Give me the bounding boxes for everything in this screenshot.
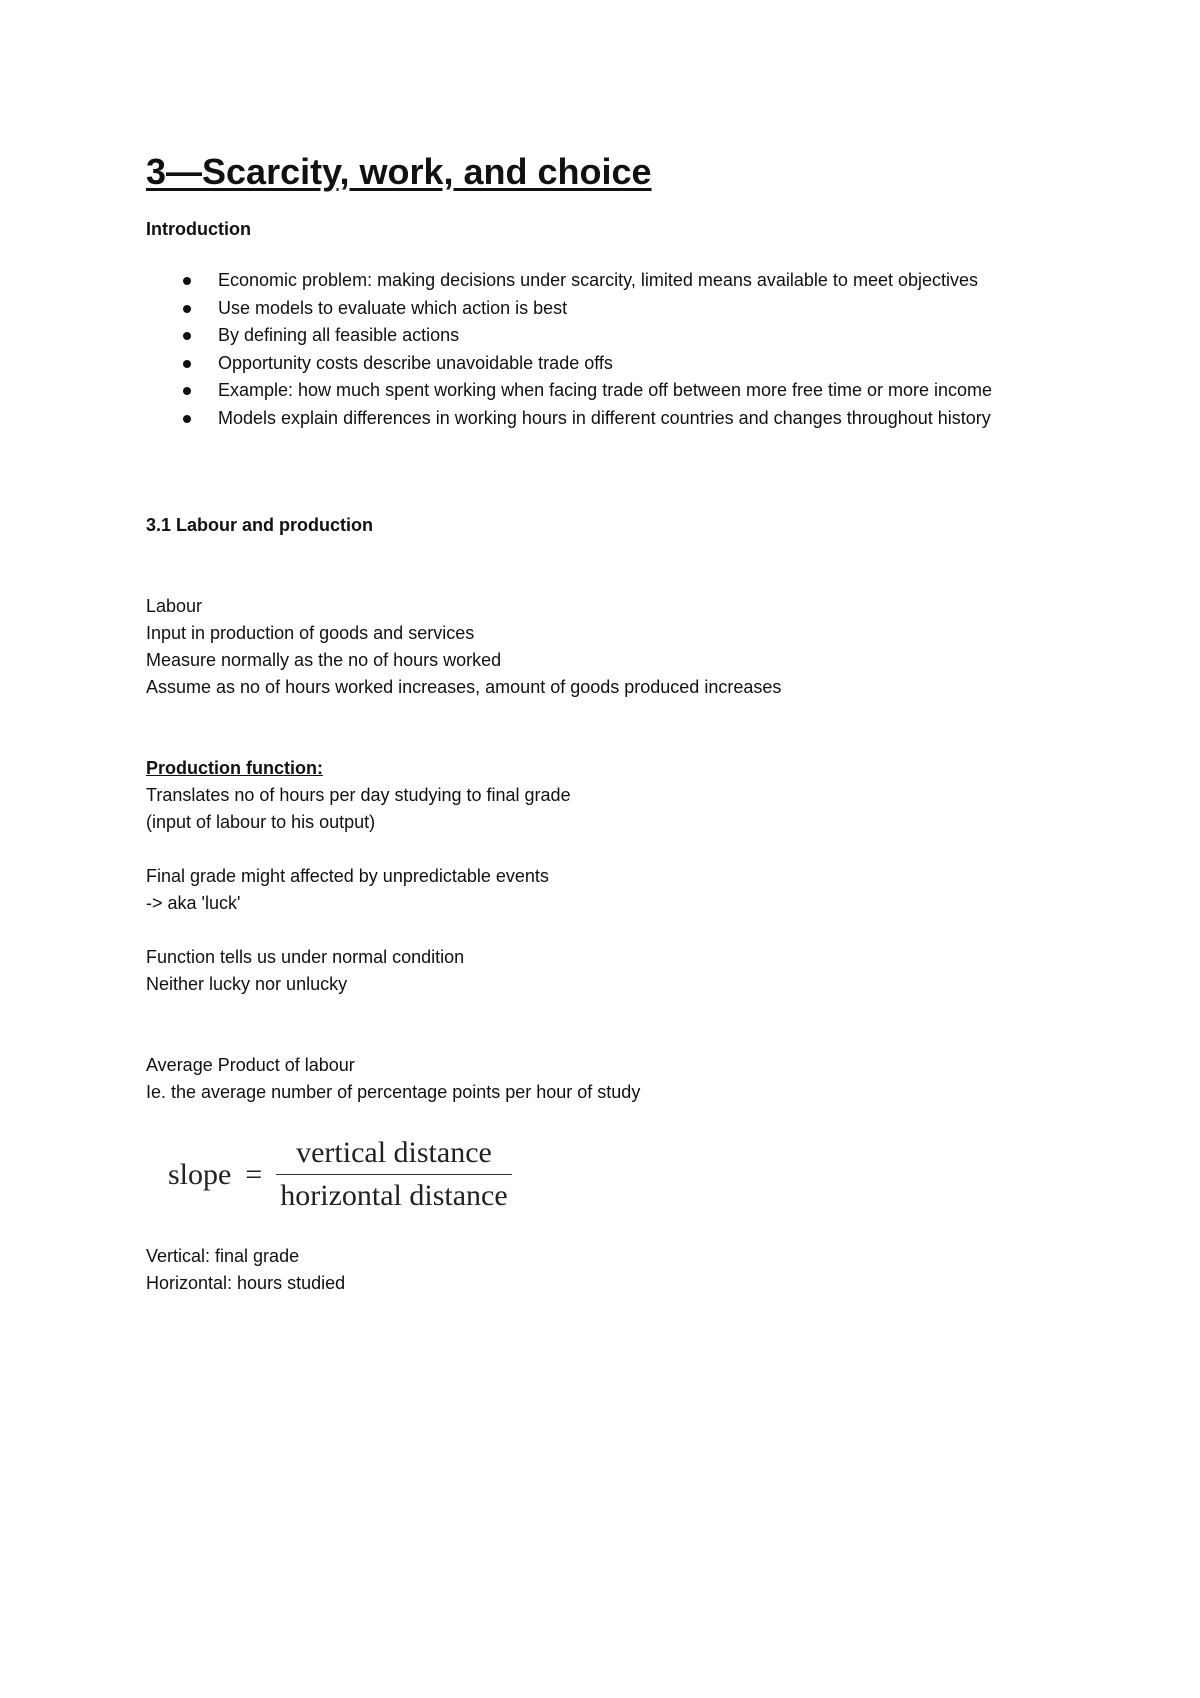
spacer [146, 539, 1046, 593]
labour-label: Labour [146, 596, 203, 616]
list-item [146, 350, 1046, 378]
document-page [146, 150, 1046, 1297]
bullet-icon [183, 360, 191, 368]
spacer [146, 836, 1046, 863]
spacer [146, 432, 1046, 512]
list-item [146, 322, 1046, 350]
bullet-icon [183, 305, 191, 313]
bullet-text: Example: how much spent working when facing trade off between more free time or more income [218, 380, 993, 400]
bullet-text: By defining all feasible actions [218, 325, 460, 345]
normal-condition-line: Function tells us under normal condition [146, 947, 465, 967]
list-item [146, 295, 1046, 323]
spacer [146, 998, 1046, 1052]
production-function-line: (input of labour to his output) [146, 812, 376, 832]
formula-denominator: horizontal distance [280, 1179, 508, 1212]
normal-condition-line: Neither lucky nor unlucky [146, 974, 348, 994]
luck-line: -> aka 'luck' [146, 893, 241, 913]
bullet-text: Economic problem: making decisions under scarcity, limited means available to meet objectives [218, 270, 979, 290]
section-3-1-heading: 3.1 Labour and production [146, 515, 374, 535]
bullet-icon [183, 277, 191, 285]
introduction-heading: Introduction [146, 219, 251, 239]
document-title: 3—Scarcity, work, and choice [146, 151, 652, 192]
formula-fraction [276, 1136, 511, 1213]
slope-formula [168, 1136, 1046, 1213]
list-item [146, 405, 1046, 433]
formula-numerator: vertical distance [296, 1136, 492, 1169]
spacer [146, 701, 1046, 755]
bullet-text: Models explain differences in working hours in different countries and changes throughout history [218, 407, 991, 428]
labour-line: Input in production of goods and services [146, 623, 475, 643]
spacer [146, 917, 1046, 944]
bullet-text: Use models to evaluate which action is best [218, 297, 568, 318]
bullet-icon [183, 332, 191, 340]
bullet-icon [183, 415, 191, 423]
introduction-bullet-list [146, 267, 1046, 432]
production-function-heading: Production function: [146, 758, 323, 778]
average-product-label: Average Product of labour [146, 1055, 355, 1075]
list-item [146, 267, 1046, 295]
list-item [146, 377, 1046, 405]
formula-lhs: slope [168, 1157, 232, 1191]
labour-line: Measure normally as the no of hours worked [146, 650, 502, 670]
bullet-icon [183, 387, 191, 395]
formula-equals: = [245, 1157, 263, 1191]
bullet-text: Opportunity costs describe unavoidable trade offs [218, 352, 613, 373]
production-function-line: Translates no of hours per day studying to final grade [146, 785, 571, 805]
labour-line: Assume as no of hours worked increases, amount of goods produced increases [146, 677, 782, 697]
vertical-axis-line: Vertical: final grade [146, 1246, 300, 1266]
average-product-description: Ie. the average number of percentage points per hour of study [146, 1082, 641, 1102]
horizontal-axis-line: Horizontal: hours studied [146, 1273, 346, 1293]
luck-line: Final grade might affected by unpredictable events [146, 866, 549, 886]
